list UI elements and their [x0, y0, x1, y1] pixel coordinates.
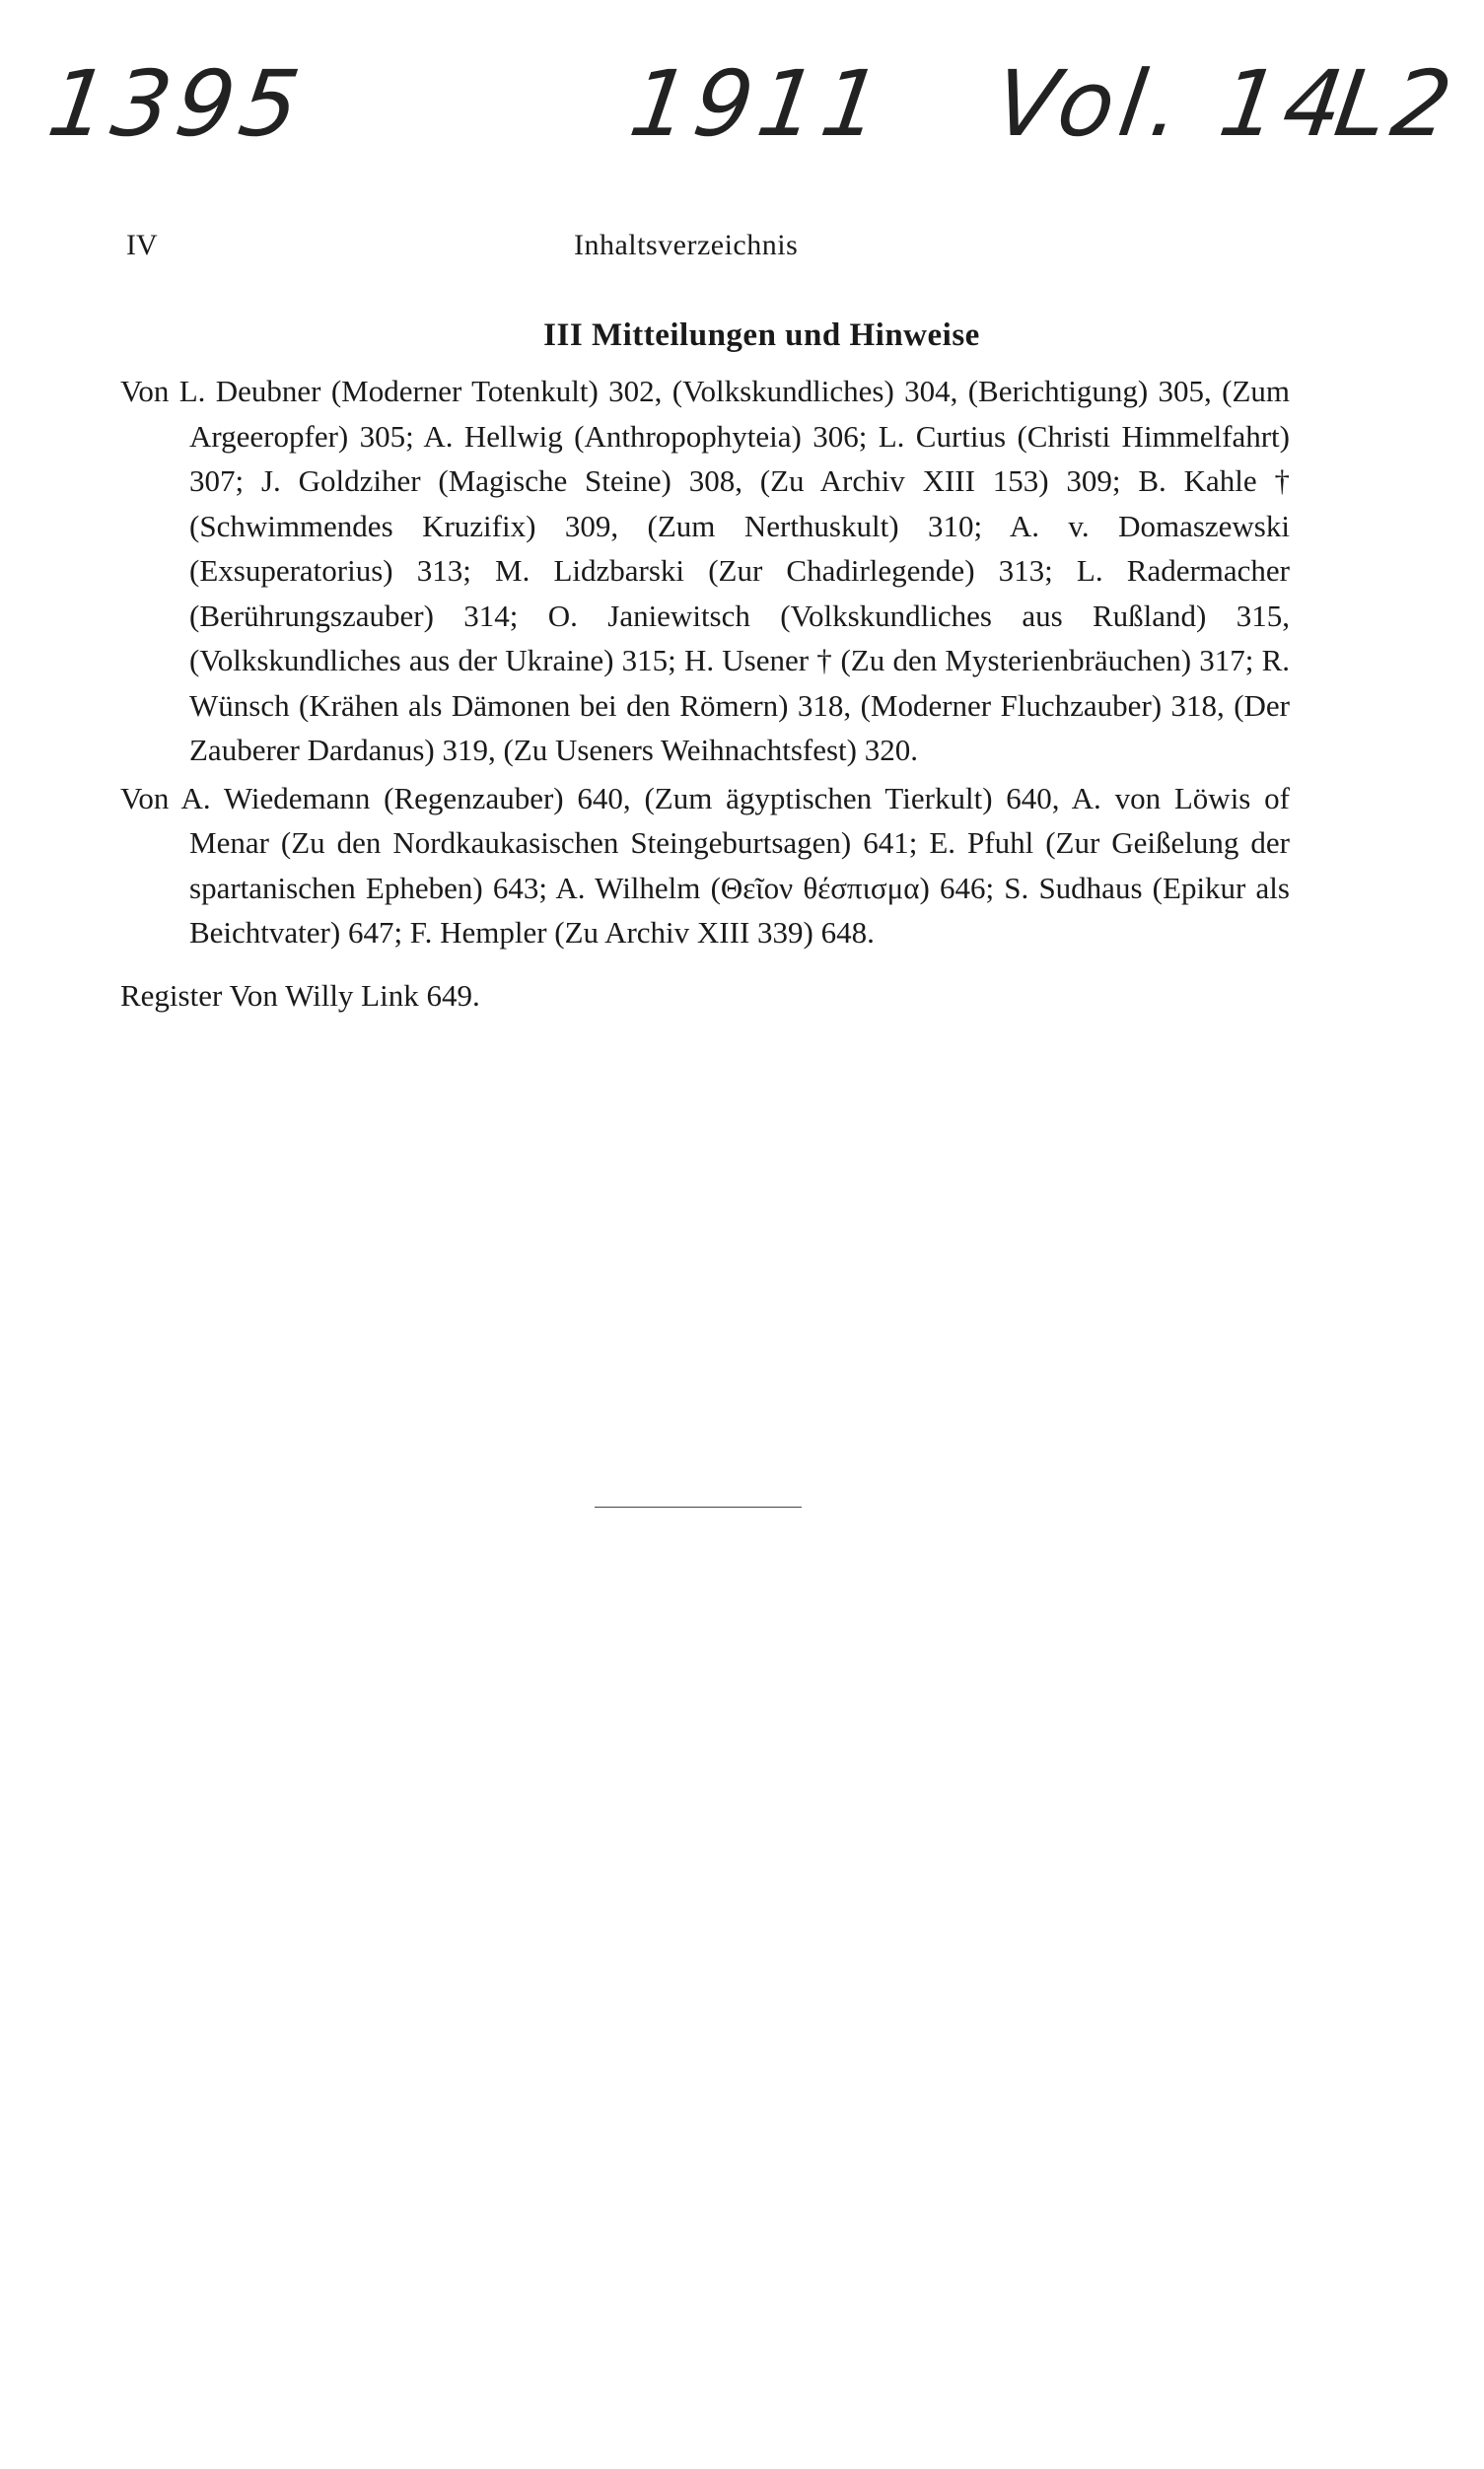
toc-entry: Von A. Wiedemann (Regenzauber) 640, (Zum ägyptischen Tierkult) 640, A. von Löwis of Menar (Zu den Nordkaukasischen Steingeburtsagen) 641; E. Pfuhl (Zur Geißelung der spartanischen Epheben) 643; A. Wilhelm (Θεῖον θέσπισμα) 646; S. Sudhaus (Epikur als Beichtvater) 647; F. Hempler (Zu Archiv XIII 339) 648. — [120, 780, 1290, 950]
table-of-contents-body — [120, 369, 1290, 1021]
handwritten-note: L2 — [1328, 51, 1464, 157]
page-header — [0, 229, 1484, 272]
running-title: Inhaltsverzeichnis — [574, 229, 799, 261]
divider-rule — [595, 1507, 802, 1508]
handwritten-note: Vol. 14 — [988, 51, 1356, 157]
handwritten-note: 1395 — [41, 51, 312, 157]
page-number: IV — [126, 229, 158, 261]
section-title-text: III Mitteilungen und Hinweise — [543, 317, 980, 353]
handwritten-note: 1911 — [623, 51, 893, 157]
toc-entry: Von L. Deubner (Moderner Totenkult) 302, (Volkskundliches) 304, (Berichtigung) 305, (Zum Argeeropfer) 305; A. Hellwig (Anthropophyteia) 306; L. Curtius (Christi Himmelfahrt) 307; J. Goldziher (Magische Steine) 308, (Zu Archiv XIII 153) 309; B. Kahle † (Schwimmendes Kruzifix) 309, (Zum Nerthuskult) 310; A. v. Domaszewski (Exsuperatorius) 313; M. Lidzbarski (Zur Chadirlegende) 313; L. Radermacher (Berührungszauber) 314; O. Janiewitsch (Volkskundliches aus Rußland) 315, (Volkskundliches aus der Ukraine) 315; H. Usener † (Zu den Mysterienbräuchen) 317; R. Wünsch (Krähen als Dämonen bei den Römern) 318, (Moderner Fluchzauber) 318, (Der Zauberer Dardanus) 319, (Zu Useners Weihnachtsfest) 320. — [120, 374, 1290, 767]
handwritten-annotations — [0, 39, 1484, 168]
toc-entry-register: Register Von Willy Link 649. — [120, 977, 480, 1013]
section-heading — [0, 317, 1484, 354]
